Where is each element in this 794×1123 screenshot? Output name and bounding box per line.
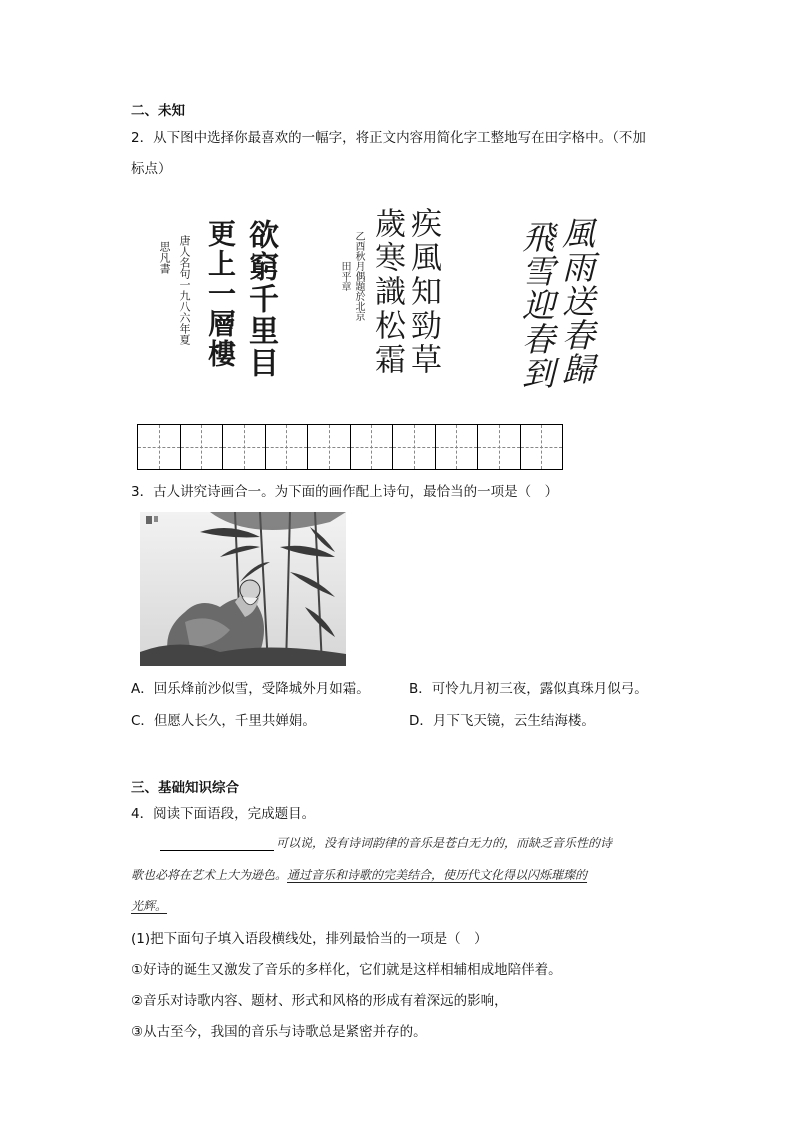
calligraphy-middle-col1: 疾風知勁草 — [405, 207, 441, 377]
grid-cell[interactable] — [351, 425, 394, 469]
calligraphy-left-col1: 欲窮千里目 — [243, 219, 278, 379]
calligraphy-middle — [335, 205, 445, 405]
question-4-stem: 4．阅读下面语段，完成题目。 — [131, 806, 316, 822]
grid-cell[interactable] — [308, 425, 351, 469]
tianzi-writing-grid[interactable] — [137, 424, 563, 470]
passage-line2-underlined: 通过音乐和诗歌的完美结合，使历代文化得以闪烁璀璨的 — [287, 868, 588, 882]
passage-line1-text: 可以说，没有诗词韵律的音乐是苍白无力的，而缺乏音乐性的诗 — [276, 836, 613, 850]
grid-cell[interactable] — [266, 425, 309, 469]
calligraphy-right-col1: 風雨送春歸 — [557, 216, 596, 386]
option-c[interactable]: C．但愿人长久，千里共婵娟。 — [131, 713, 316, 729]
calligraphy-right — [495, 212, 605, 402]
question-2-line1: 2．从下图中选择你最喜欢的一幅字，将正文内容用简化字工整地写在田字格中。（不加 — [131, 130, 646, 146]
question-2-line2: 标点） — [131, 161, 172, 177]
calligraphy-left-inscription1: 唐人名句一九八六年夏 — [178, 235, 191, 345]
calligraphy-right-col2: 飛雪迎春到 — [517, 220, 556, 390]
calligraphy-middle-inscription2: 田平章 — [339, 261, 350, 291]
calligraphy-middle-inscription1: 乙酉秋月偶題於北京 — [353, 231, 364, 321]
calligraphy-middle-col2: 歲寒識松霜 — [369, 207, 405, 377]
grid-cell[interactable] — [521, 425, 564, 469]
grid-cell[interactable] — [436, 425, 479, 469]
passage-line2 — [131, 866, 587, 883]
option-d[interactable]: D．月下飞天镜，云生结海楼。 — [409, 713, 595, 729]
section-heading-2: 二、未知 — [131, 103, 185, 119]
option-b[interactable]: B．可怜九月初三夜，露似真珠月似弓。 — [409, 681, 648, 697]
grid-cell[interactable] — [138, 425, 181, 469]
question-3-stem: 3．古人讲究诗画合一。为下面的画作配上诗句，最恰当的一项是（ ） — [131, 484, 559, 500]
grid-cell[interactable] — [223, 425, 266, 469]
passage-line1 — [160, 834, 612, 851]
calligraphy-left-col2: 更上一層樓 — [204, 219, 237, 369]
grid-cell[interactable] — [393, 425, 436, 469]
scholar-bamboo-painting — [140, 512, 346, 666]
calligraphy-left — [150, 215, 290, 395]
sentence-item-3: ③从古至今，我国的音乐与诗歌总是紧密并存的。 — [131, 1024, 427, 1040]
sentence-item-2: ②音乐对诗歌内容、题材、形式和风格的形成有着深远的影响， — [131, 993, 508, 1009]
sub-question-1: (1)把下面句子填入语段横线处，排列最恰当的一项是（ ） — [131, 931, 488, 947]
passage-line2-a: 歌也必将在艺术上大为逊色。 — [131, 868, 288, 882]
option-a[interactable]: A．回乐烽前沙似雪，受降城外月如霜。 — [131, 681, 370, 697]
grid-cell[interactable] — [181, 425, 224, 469]
calligraphy-left-inscription2: 思凡書 — [158, 241, 171, 274]
section-heading-3: 三、基础知识综合 — [131, 780, 239, 796]
grid-cell[interactable] — [478, 425, 521, 469]
fill-blank-line[interactable] — [160, 836, 274, 851]
sentence-item-1: ①好诗的诞生又激发了音乐的多样化，它们就是这样相辅相成地陪伴着。 — [131, 962, 562, 978]
passage-line3: 光辉。 — [131, 899, 168, 913]
